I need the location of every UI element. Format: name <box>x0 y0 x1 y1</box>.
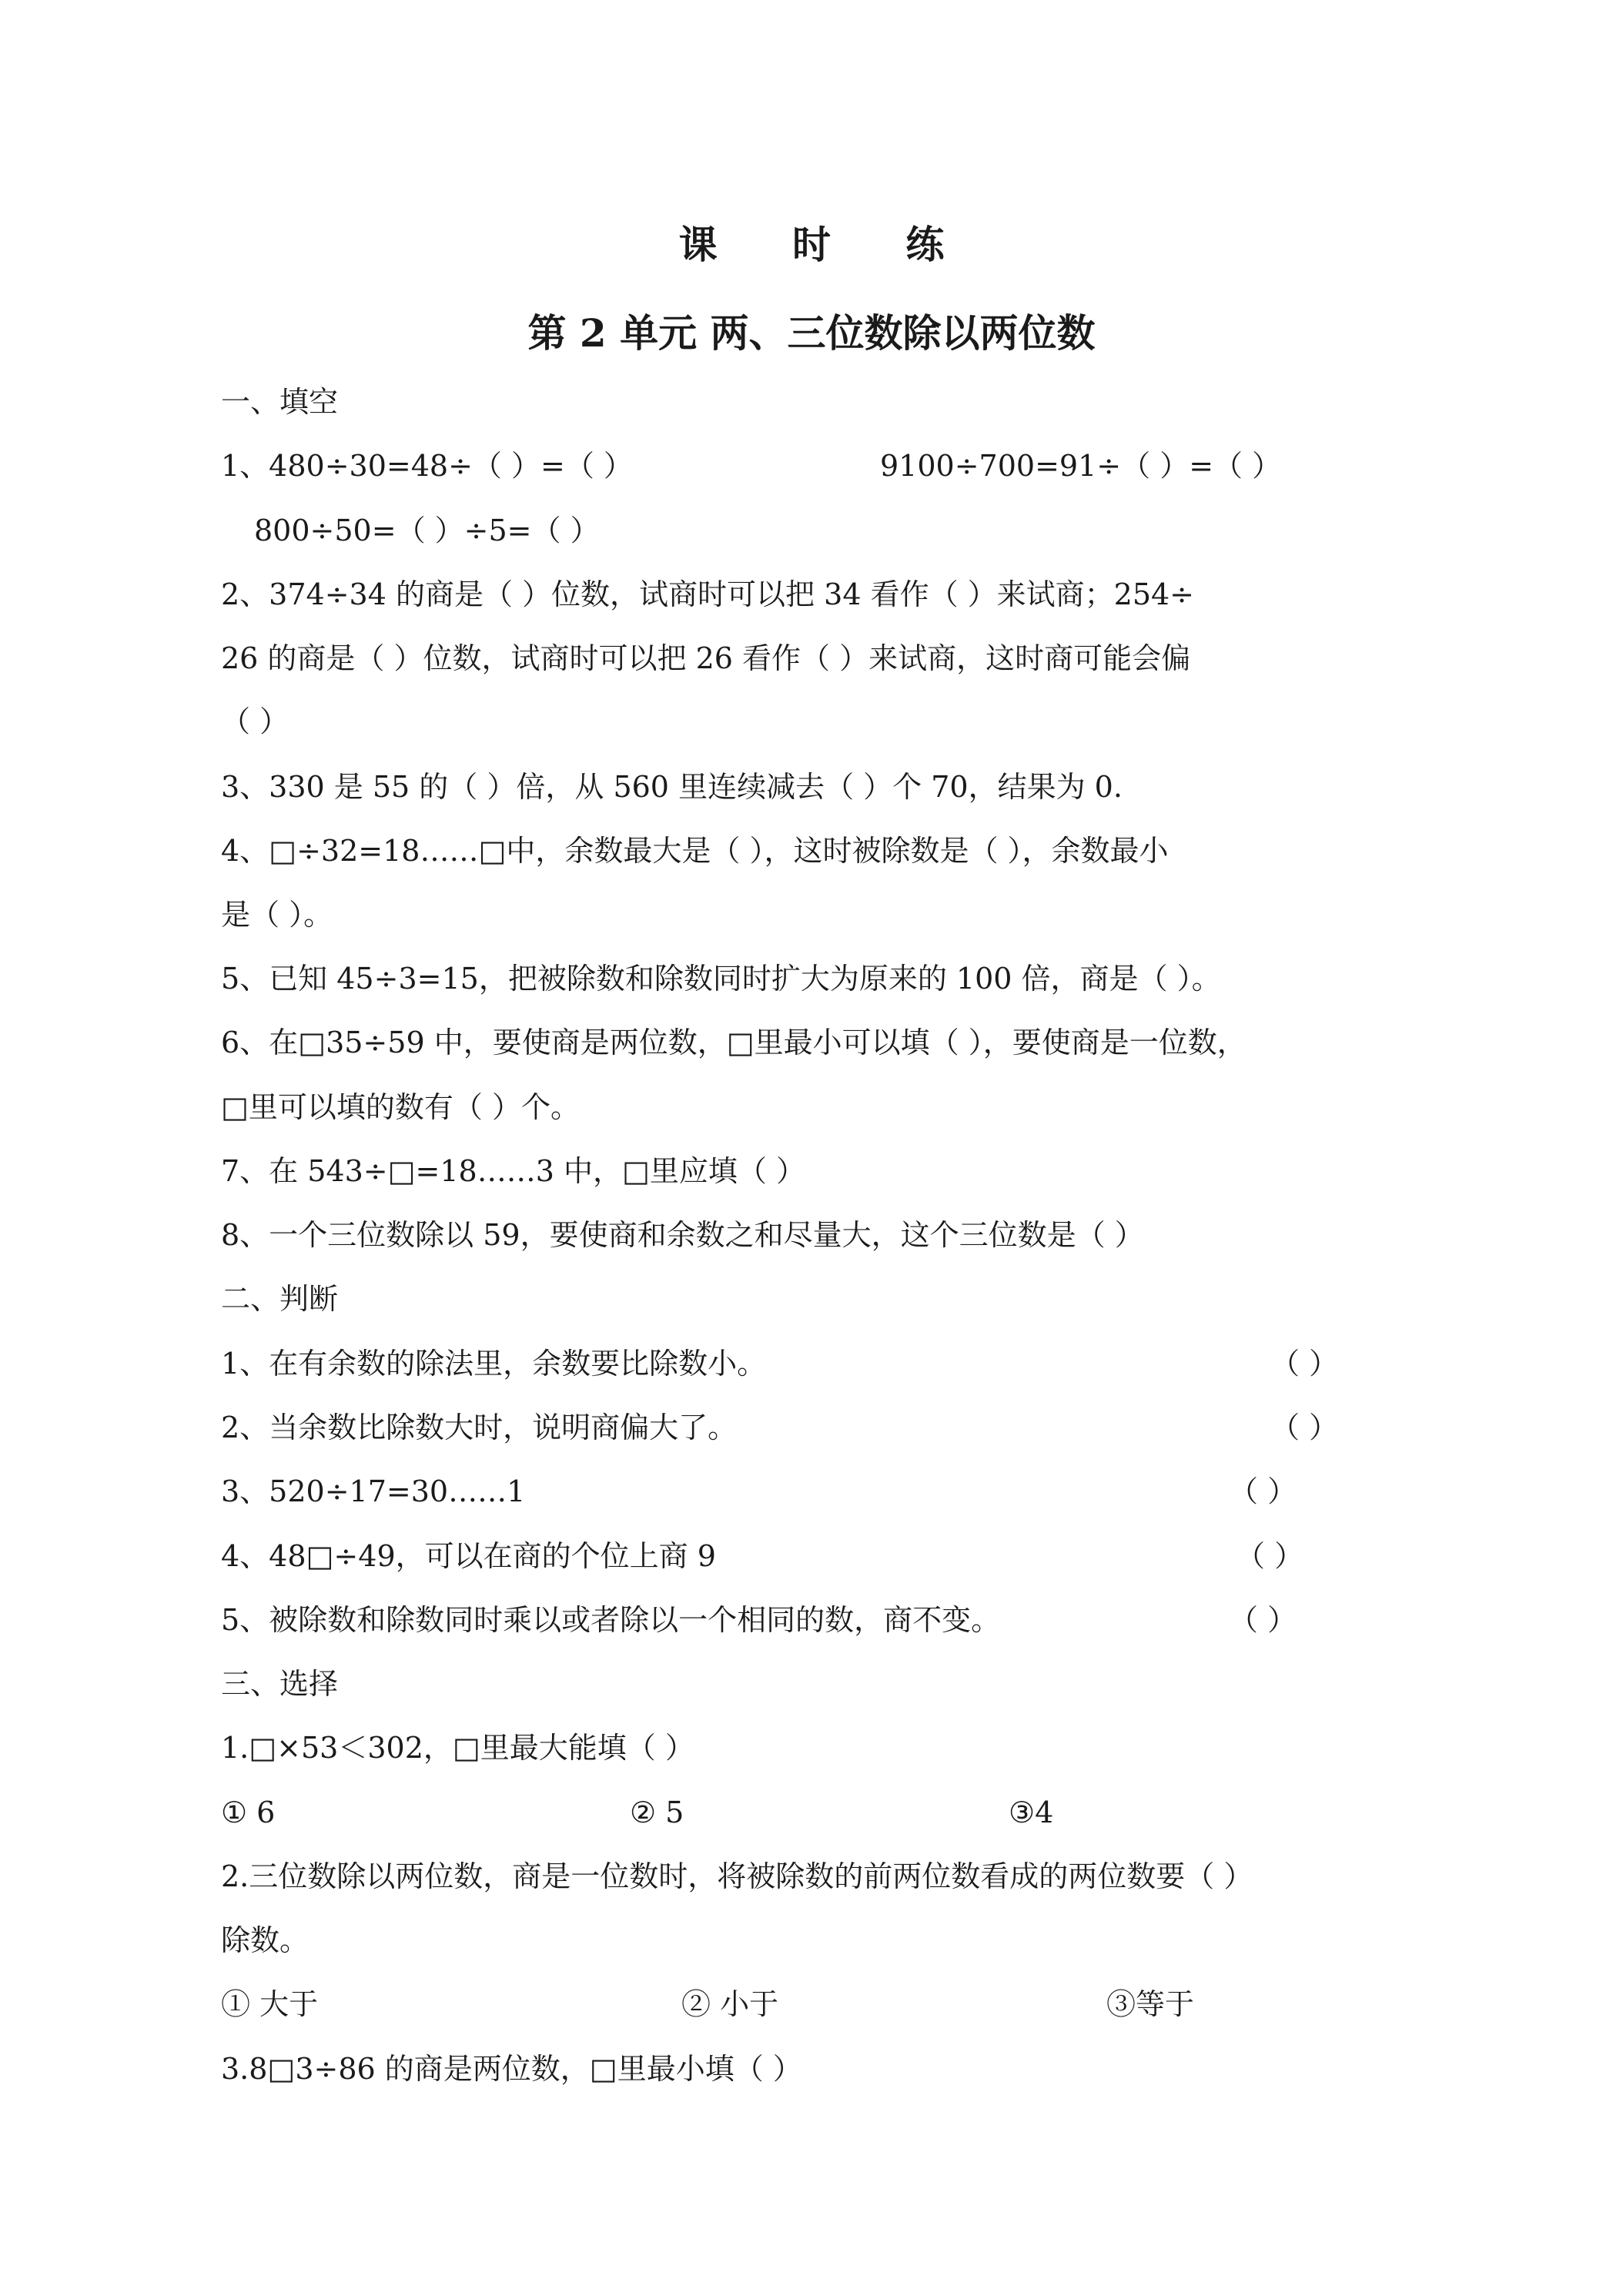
question-6b: □里可以填的数有（ ）个。 <box>221 1090 580 1124</box>
judge-item-2: 2、当余数比除数大时，说明商偏大了。 <box>221 1411 738 1444</box>
choice-2-option-c: ③等于 <box>1106 1987 1195 2021</box>
choice-2-option-a: ① 大于 <box>221 1987 319 2021</box>
question-1c: 800÷50=（ ）÷5=（ ） <box>254 514 600 547</box>
page-title: 课 时 练 <box>678 222 975 267</box>
unit-subtitle: 第 2 单元 两、三位数除以两位数 <box>527 310 1096 356</box>
question-4b: 是（ ）。 <box>221 898 333 932</box>
question-2b: 26 的商是（ ）位数，试商时可以把 26 看作（ ）来试商，这时商可能会偏 <box>221 641 1191 675</box>
choice-question-1: 1.□×53＜302，□里最大能填（ ） <box>221 1731 694 1765</box>
choice-question-2b: 除数。 <box>221 1923 310 1957</box>
judge-item-5: 5、被除数和除数同时乘以或者除以一个相同的数，商不变。 <box>221 1603 1001 1637</box>
question-1b: 9100÷700=91÷（ ）=（ ） <box>880 449 1282 483</box>
judge-blank-3: （ ） <box>1229 1474 1297 1508</box>
judge-item-3: 3、520÷17=30……1 <box>221 1474 526 1508</box>
question-2a: 2、374÷34 的商是（ ）位数，试商时可以把 34 看作（ ）来试商；254÷ <box>221 577 1195 611</box>
choice-2-option-b: ② 小于 <box>681 1987 779 2021</box>
section-heading-choose: 三、选择 <box>221 1667 339 1701</box>
question-6a: 6、在□35÷59 中，要使商是两位数，□里最小可以填（ ），要使商是一位数， <box>221 1026 1247 1059</box>
question-2c: （ ） <box>221 705 289 738</box>
section-heading-fill-blank: 一、填空 <box>221 385 339 419</box>
question-7: 7、在 543÷□=18……3 中，□里应填（ ） <box>221 1154 805 1188</box>
judge-item-4: 4、48□÷49，可以在商的个位上商 9 <box>221 1539 716 1573</box>
choice-1-option-b: ② 5 <box>630 1796 684 1829</box>
choice-question-3: 3.8□3÷86 的商是两位数，□里最小填（ ） <box>221 2052 802 2086</box>
question-5: 5、已知 45÷3=15，把被除数和除数同时扩大为原来的 100 倍，商是（ ）。 <box>221 962 1221 996</box>
judge-blank-4: （ ） <box>1236 1539 1304 1573</box>
question-4a: 4、□÷32=18……□中，余数最大是（ ），这时被除数是（ ），余数最小 <box>221 834 1169 868</box>
choice-1-option-c: ③4 <box>1009 1796 1054 1829</box>
question-1a: 1、480÷30=48÷（ ）=（ ） <box>221 449 633 483</box>
judge-blank-5: （ ） <box>1229 1603 1297 1637</box>
judge-item-1: 1、在有余数的除法里，余数要比除数小。 <box>221 1347 767 1381</box>
judge-blank-1: （ ） <box>1270 1347 1339 1381</box>
question-8: 8、一个三位数除以 59，要使商和余数之和尽量大，这个三位数是（ ） <box>221 1218 1144 1252</box>
section-heading-judge: 二、判断 <box>221 1282 339 1316</box>
judge-blank-2: （ ） <box>1270 1411 1339 1444</box>
choice-1-option-a: ① 6 <box>221 1796 276 1829</box>
question-3: 3、330 是 55 的（ ）倍，从 560 里连续减去（ ）个 70，结果为 0. <box>221 770 1123 804</box>
choice-question-2a: 2.三位数除以两位数，商是一位数时，将被除数的前两位数看成的两位数要（ ） <box>221 1859 1253 1893</box>
